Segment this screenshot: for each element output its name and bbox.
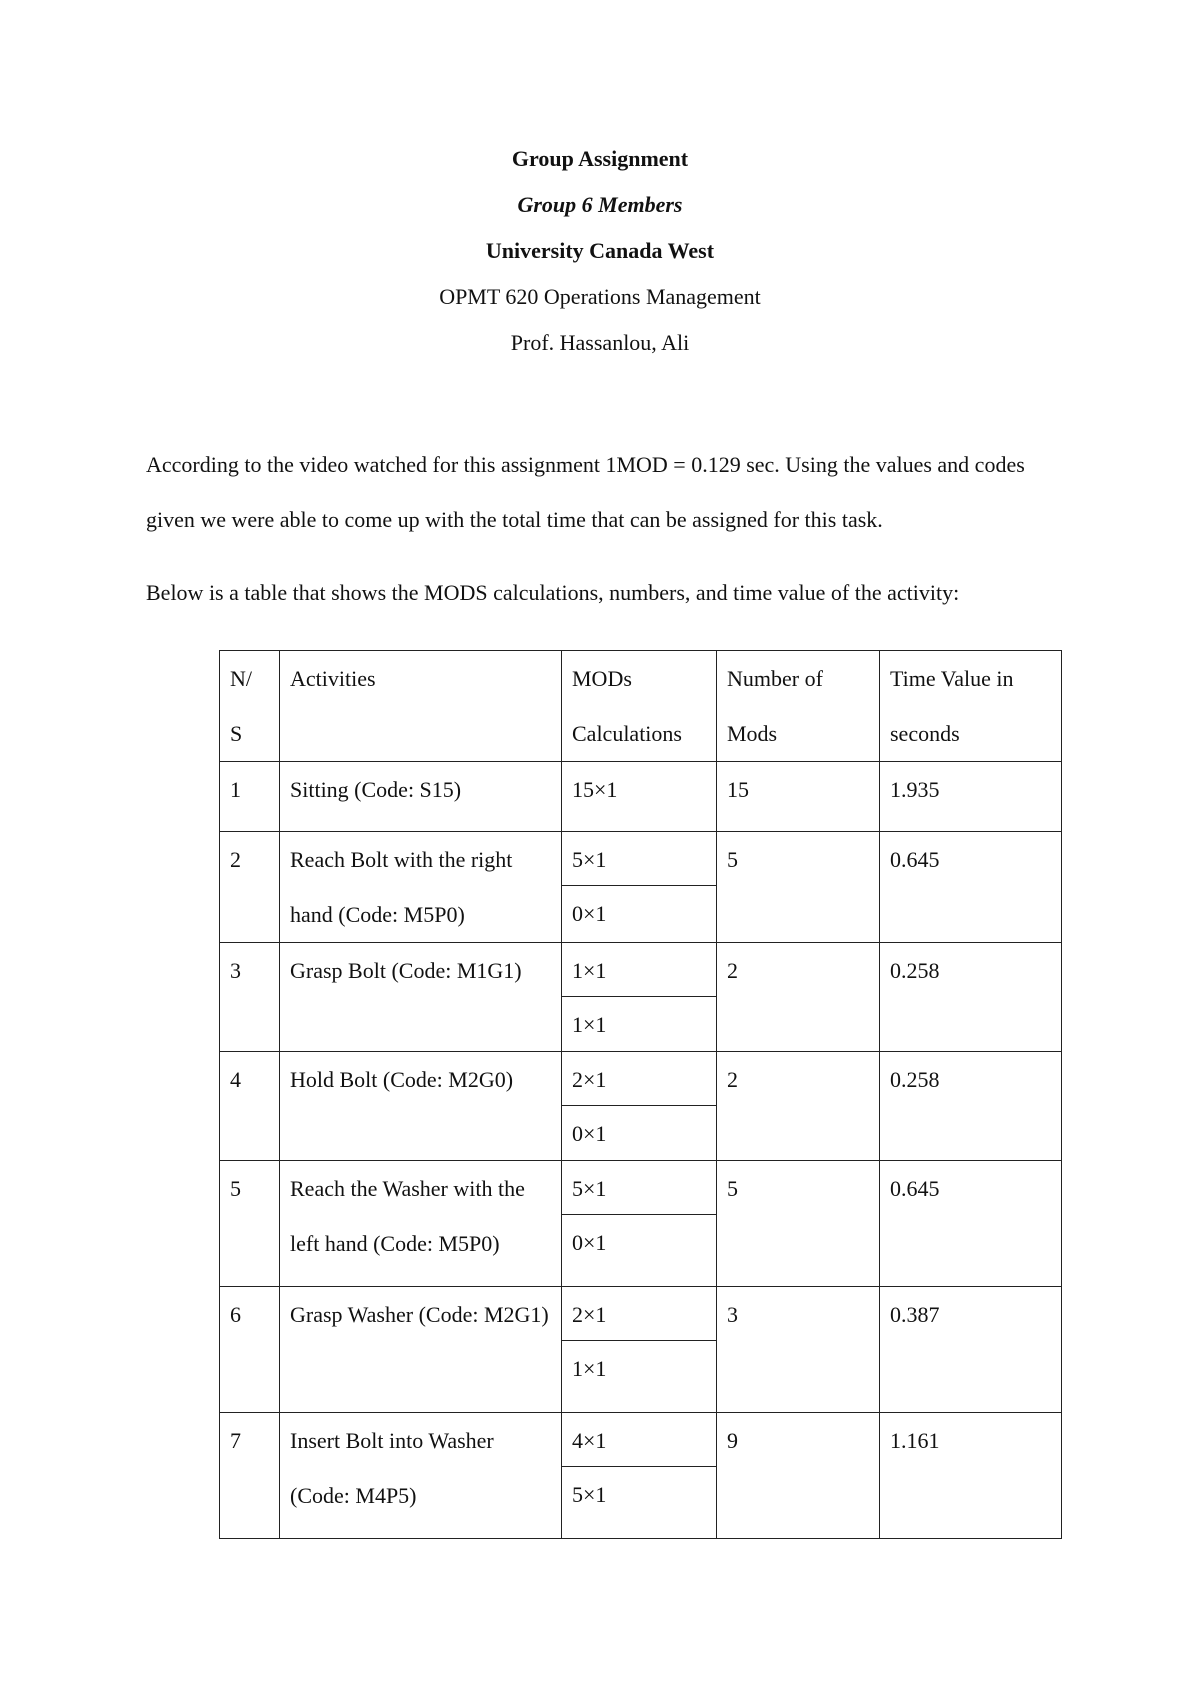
group-name: Group 6 Members: [517, 192, 683, 217]
calc-part: 0×1: [572, 1121, 607, 1146]
row-calc: [562, 943, 717, 1052]
row-num: 9: [717, 1413, 880, 1539]
calc-part: 5×1: [572, 1482, 607, 1507]
row-ns: 2: [220, 832, 280, 943]
row-activity: Grasp Washer (Code: M2G1): [280, 1287, 562, 1413]
row-activity: Grasp Bolt (Code: M1G1): [280, 943, 562, 1052]
header-time: Time Value in seconds: [880, 651, 1062, 762]
row-time: 0.645: [880, 832, 1062, 943]
course-name: OPMT 620 Operations Management: [439, 284, 761, 309]
row-activity: Sitting (Code: S15): [280, 762, 562, 832]
table-row: [220, 1413, 1062, 1539]
row-ns: 5: [220, 1161, 280, 1287]
row-time: 0.258: [880, 1052, 1062, 1161]
table-row: [220, 1052, 1062, 1161]
row-num: 5: [717, 1161, 880, 1287]
row-time: 1.161: [880, 1413, 1062, 1539]
table-intro-paragraph: Below is a table that shows the MODS calculations, numbers, and time value of the activity:: [146, 580, 960, 605]
intro-paragraph: According to the video watched for this assignment 1MOD = 0.129 sec. Using the values and codes given we were able to come up with the total time that can be assigned for this task.: [146, 452, 1025, 532]
calc-part: 1×1: [572, 1356, 607, 1381]
professor-name: Prof. Hassanlou, Ali: [510, 330, 690, 355]
row-time: 1.935: [880, 762, 1062, 832]
row-num: 15: [717, 762, 880, 832]
header-calc: MODs Calculations: [562, 651, 717, 762]
header-num: Number of Mods: [717, 651, 880, 762]
row-time: 0.645: [880, 1161, 1062, 1287]
calc-part: 4×1: [562, 1413, 716, 1467]
calc-part: 0×1: [572, 901, 607, 926]
row-time: 0.258: [880, 943, 1062, 1052]
row-num: 2: [717, 943, 880, 1052]
calc-part: 1×1: [562, 943, 716, 997]
row-num: 5: [717, 832, 880, 943]
row-activity: Reach Bolt with the right hand (Code: M5P0): [280, 832, 562, 943]
document-title: Group Assignment: [511, 146, 689, 171]
calc-part: 0×1: [572, 1230, 607, 1255]
mods-table: [219, 650, 1062, 1539]
header-ns: N/ S: [220, 651, 280, 762]
row-ns: 6: [220, 1287, 280, 1413]
table-row: [220, 762, 1062, 832]
row-num: 2: [717, 1052, 880, 1161]
table-header-row: [220, 651, 1062, 762]
university-name: University Canada West: [485, 238, 715, 263]
table-row: [220, 943, 1062, 1052]
row-ns: 7: [220, 1413, 280, 1539]
row-calc: [562, 832, 717, 943]
table-row: [220, 1287, 1062, 1413]
row-ns: 3: [220, 943, 280, 1052]
row-calc: [562, 1052, 717, 1161]
calc-part: 2×1: [562, 1052, 716, 1106]
row-calc: [562, 1287, 717, 1413]
row-num: 3: [717, 1287, 880, 1413]
calc-part: 1×1: [572, 1012, 607, 1037]
row-ns: 1: [220, 762, 280, 832]
row-calc: 15×1: [562, 762, 717, 832]
row-activity: Reach the Washer with the left hand (Code: M5P0): [280, 1161, 562, 1287]
header-activities: Activities: [280, 651, 562, 762]
row-ns: 4: [220, 1052, 280, 1161]
table-row: [220, 1161, 1062, 1287]
calc-part: 5×1: [562, 832, 716, 886]
row-calc: [562, 1161, 717, 1287]
table-row: [220, 832, 1062, 943]
row-calc: [562, 1413, 717, 1539]
row-activity: Hold Bolt (Code: M2G0): [280, 1052, 562, 1161]
row-activity: Insert Bolt into Washer (Code: M4P5): [280, 1413, 562, 1539]
calc-part: 5×1: [562, 1161, 716, 1215]
calc-part: 2×1: [562, 1287, 716, 1341]
row-time: 0.387: [880, 1287, 1062, 1413]
